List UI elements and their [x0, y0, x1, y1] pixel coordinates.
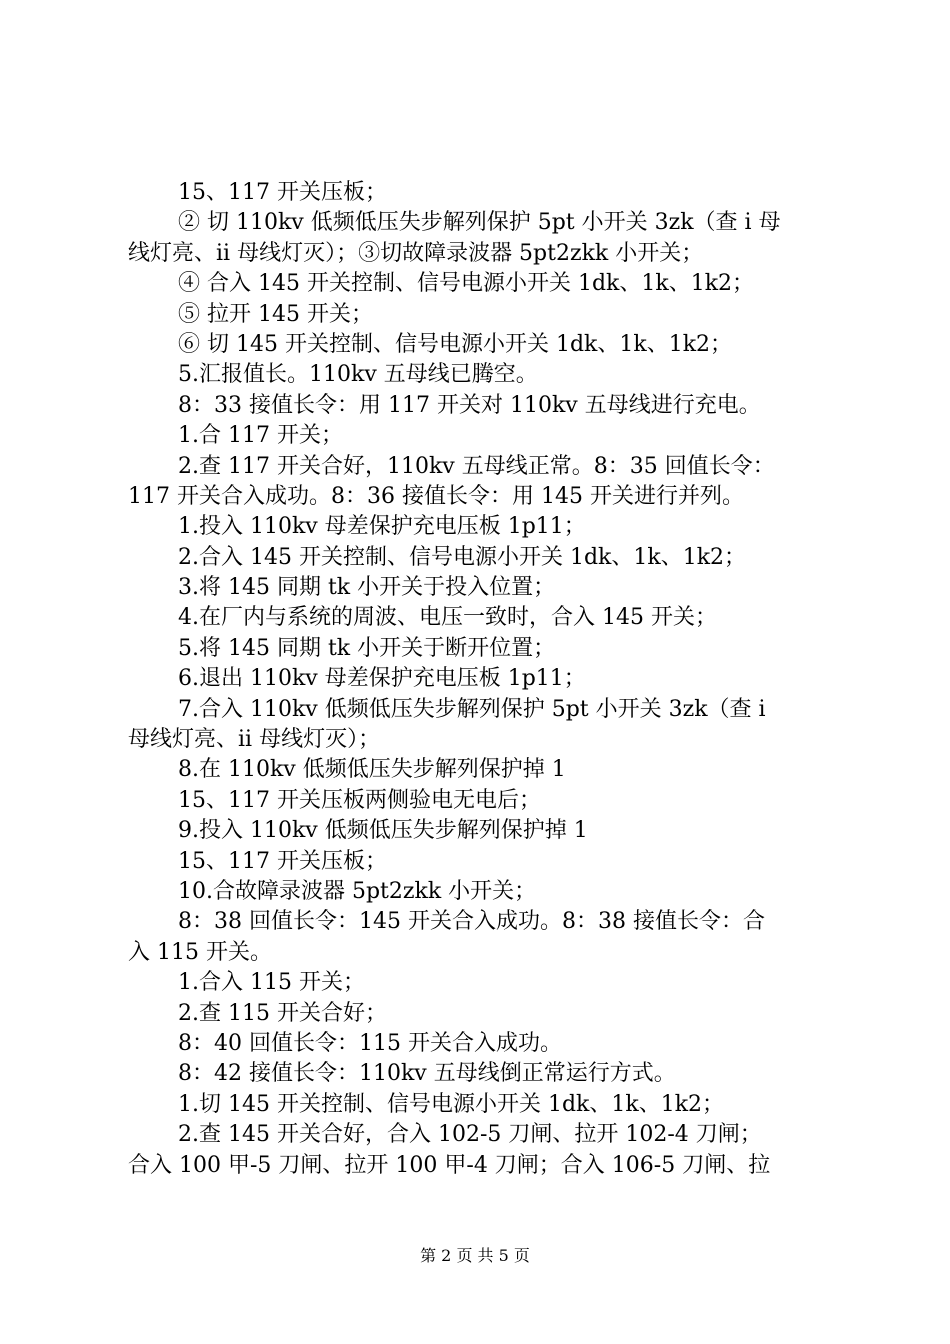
text-line: 8：42 接值长令：110kv 五母线倒正常运行方式。	[178, 1061, 676, 1087]
document-body	[128, 178, 834, 1181]
text-line: 8：38 回值长令：145 开关合入成功。8：38 接值长令：合	[178, 909, 765, 935]
text-line: 线灯亮、ii 母线灯灭）；③切故障录波器 5pt2zkk 小开关；	[128, 240, 704, 266]
text-line: 15、117 开关压板；	[178, 848, 387, 874]
text-line: 7.合入 110kv 低频低压失步解列保护 5pt 小开关 3zk（查 i	[178, 696, 766, 722]
text-line: 3.将 145 同期 tk 小开关于投入位置；	[178, 575, 556, 601]
text-line: 2.查 117 开关合好，110kv 五母线正常。8：35 回值长令：	[178, 453, 775, 479]
text-line: ⑤ 拉开 145 开关；	[178, 301, 373, 327]
text-line: 8：40 回值长令：115 开关合入成功。	[178, 1030, 562, 1056]
text-line: 入 115 开关。	[128, 939, 272, 965]
text-line: 合入 100 甲-5 刀闸、拉开 100 甲-4 刀闸；合入 106-5 刀闸、拉	[128, 1152, 771, 1178]
text-line: 1.合 117 开关；	[178, 423, 343, 449]
text-line: 2.查 115 开关合好；	[178, 1000, 387, 1026]
text-line: 2.合入 145 开关控制、信号电源小开关 1dk、1k、1k2；	[178, 544, 747, 570]
text-line: 5.汇报值长。110kv 五母线已腾空。	[178, 362, 538, 388]
text-line: 母线灯亮、ii 母线灯灭）；	[128, 727, 381, 753]
page-footer: 第 2 页 共 5 页	[420, 1246, 530, 1265]
text-line: 117 开关合入成功。8：36 接值长令：用 145 开关进行并列。	[128, 483, 744, 509]
text-line: ⑥ 切 145 开关控制、信号电源小开关 1dk、1k、1k2；	[178, 331, 733, 357]
text-line: 10.合故障录波器 5pt2zkk 小开关；	[178, 878, 537, 904]
text-line: 4.在厂内与系统的周波、电压一致时，合入 145 开关；	[178, 605, 717, 631]
text-line: 8：33 接值长令：用 117 开关对 110kv 五母线进行充电。	[178, 392, 761, 418]
text-line: 1.切 145 开关控制、信号电源小开关 1dk、1k、1k2；	[178, 1091, 725, 1117]
text-line: ② 切 110kv 低频低压失步解列保护 5pt 小开关 3zk（查 i 母	[178, 210, 781, 236]
text-line: 6.退出 110kv 母差保护充电压板 1p11；	[178, 666, 586, 692]
text-line: 2.查 145 开关合好，合入 102-5 刀闸、拉开 102-4 刀闸；	[178, 1122, 762, 1148]
text-line: 1.投入 110kv 母差保护充电压板 1p11；	[178, 514, 586, 540]
text-line: 5.将 145 同期 tk 小开关于断开位置；	[178, 635, 556, 661]
text-line: 15、117 开关压板；	[178, 180, 387, 205]
text-line: 8.在 110kv 低频低压失步解列保护掉 1	[178, 757, 566, 783]
text-line: 1.合入 115 开关；	[178, 970, 365, 996]
text-line: 15、117 开关压板两侧验电无电后；	[178, 787, 541, 813]
text-line: ④ 合入 145 开关控制、信号电源小开关 1dk、1k、1k2；	[178, 271, 755, 297]
text-line: 9.投入 110kv 低频低压失步解列保护掉 1	[178, 818, 588, 844]
